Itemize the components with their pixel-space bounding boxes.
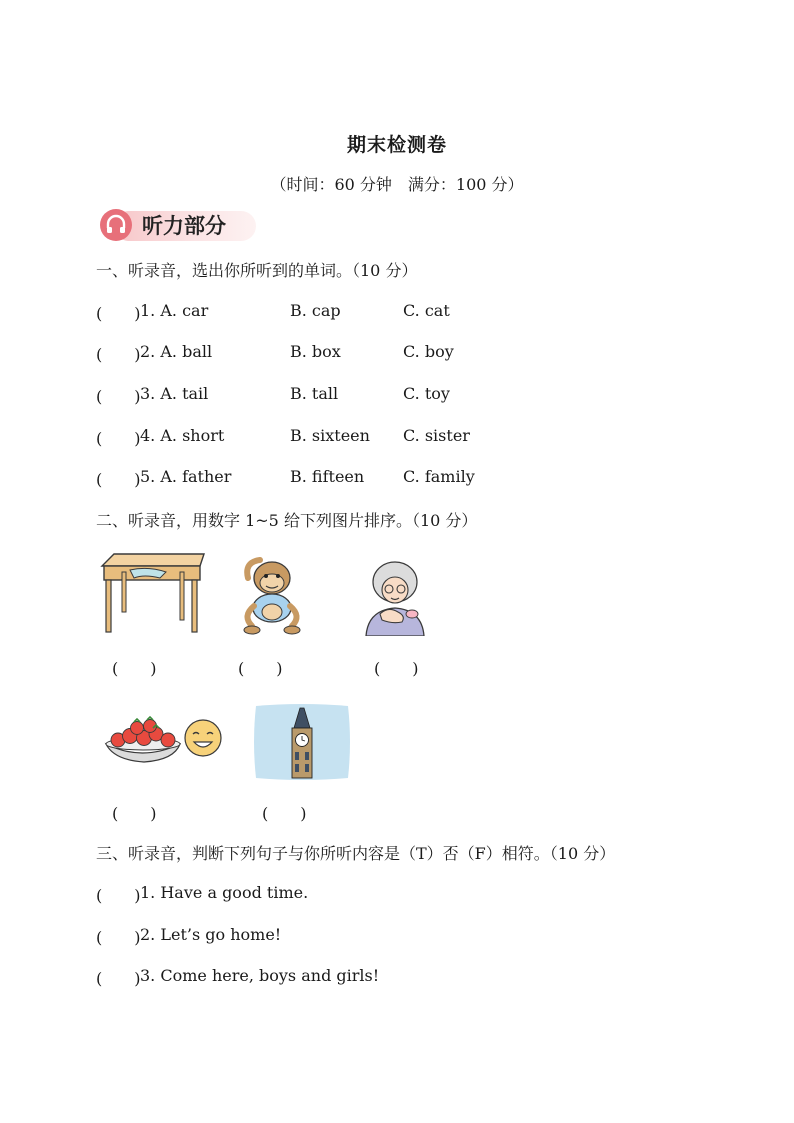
picture-answer-blank[interactable]: ( ): [374, 659, 419, 678]
option-c: C. family: [403, 467, 475, 486]
option-b: B. tall: [290, 384, 339, 403]
monkey-icon: [238, 556, 306, 636]
listening-banner: [100, 209, 258, 243]
picture-answer-blank[interactable]: ( ): [112, 659, 157, 678]
picture-answer-blank[interactable]: ( ): [238, 659, 283, 678]
option-c: C. toy: [403, 384, 450, 403]
option-b: B. box: [290, 342, 341, 361]
option-a: 5. A. father: [140, 467, 232, 486]
banner-label: 听力部分: [142, 214, 226, 238]
grandmother-icon: [362, 558, 428, 636]
option-c: C. sister: [403, 426, 470, 445]
strawberries-icon: [104, 714, 224, 766]
option-a: 1. A. car: [140, 301, 209, 320]
option-c: C. cat: [403, 301, 450, 320]
answer-blank[interactable]: ( ): [96, 928, 141, 947]
section-1-heading: 一、听录音，选出你所听到的单词。（10 分）: [96, 261, 418, 280]
answer-blank[interactable]: ( ): [96, 470, 141, 489]
option-b: B. fifteen: [290, 467, 365, 486]
answer-blank[interactable]: ( ): [96, 304, 141, 323]
section-3-heading: 三、听录音，判断下列句子与你所听内容是（T）否（F）相符。（10 分）: [96, 844, 616, 863]
answer-blank[interactable]: ( ): [96, 969, 141, 988]
option-a: 3. A. tail: [140, 384, 209, 403]
desk-icon: [100, 552, 208, 636]
section-2-heading: 二、听录音，用数字 1~5 给下列图片排序。（10 分）: [96, 511, 478, 530]
page-title: 期末检测卷: [346, 134, 447, 156]
answer-blank[interactable]: ( ): [96, 429, 141, 448]
sentence-text: 1. Have a good time.: [140, 883, 309, 902]
picture-answer-blank[interactable]: ( ): [112, 804, 157, 823]
answer-blank[interactable]: ( ): [96, 345, 141, 364]
answer-blank[interactable]: ( ): [96, 387, 141, 406]
option-b: B. sixteen: [290, 426, 370, 445]
clock-tower-icon: [250, 702, 354, 782]
option-c: C. boy: [403, 342, 454, 361]
option-a: 4. A. short: [140, 426, 225, 445]
sentence-text: 2. Let’s go home!: [140, 925, 282, 944]
option-b: B. cap: [290, 301, 341, 320]
option-a: 2. A. ball: [140, 342, 213, 361]
sentence-text: 3. Come here, boys and girls!: [140, 966, 380, 985]
answer-blank[interactable]: ( ): [96, 886, 141, 905]
headphones-icon: [100, 209, 132, 241]
picture-answer-blank[interactable]: ( ): [262, 804, 307, 823]
exam-info: （时间：60 分钟 满分：100 分）: [270, 175, 524, 194]
